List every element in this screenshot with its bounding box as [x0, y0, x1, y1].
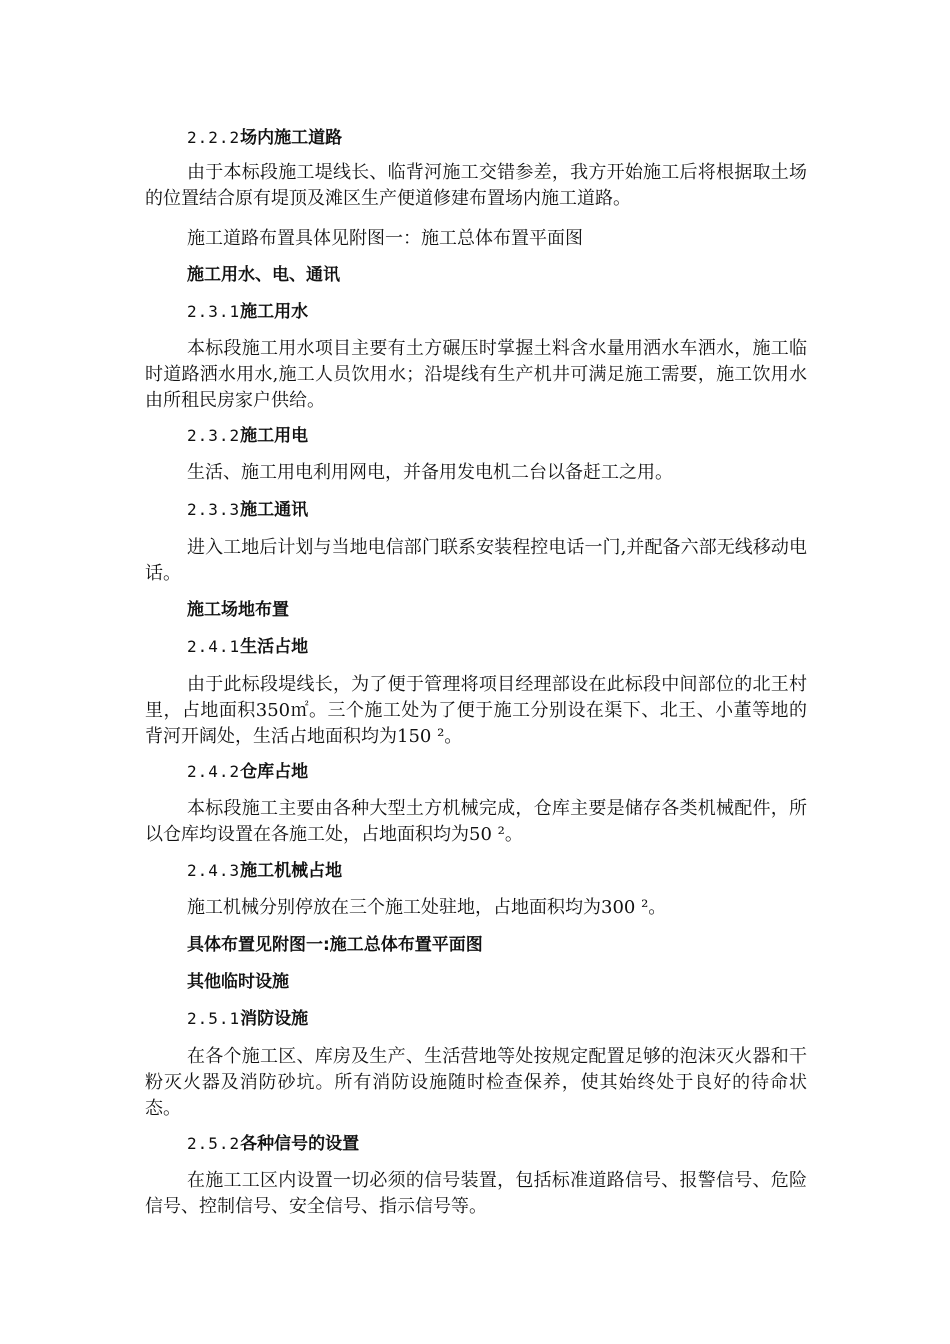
section-number: 2.4.3 [187, 861, 241, 880]
heading-2-4-2 [187, 761, 308, 783]
paragraph-fire-protection: 在各个施工区、库房及生产、生活营地等处按规定配置足够的泡沫灭火器和干粉灭火器及消防砂坑。所有消防设施随时检查保养，使其始终处于良好的待命状态。 [145, 1046, 807, 1119]
section-title: 生活占地 [240, 637, 309, 657]
heading-2-5-1 [187, 1008, 308, 1030]
paragraph-living-area: 由于此标段堤线长，为了便于管理将项目经理部设在此标段中间部位的北王村里，占地面积350㎡。三个施工处为了便于施工分别设在渠下、北王、小董等地的背河开阔处，生活占地面积均为150 ²。 [145, 674, 807, 747]
section-title: 场内施工道路 [240, 128, 343, 148]
paragraph-water: 本标段施工用水项目主要有土方碾压时掌握土料含水量用洒水车洒水，施工临时道路洒水用水,施工人员饮用水；沿堤线有生产机井可满足施工需要，施工饮用水由所租民房家户供给。 [145, 338, 807, 411]
section-number: 2.3.2 [187, 426, 241, 445]
paragraph-power: 生活、施工用电利用网电，并备用发电机二台以备赶工之用。 [187, 462, 673, 483]
section-number: 2.4.1 [187, 637, 241, 656]
section-number: 2.4.2 [187, 762, 241, 781]
section-number: 2.5.1 [187, 1009, 241, 1028]
section-title: 施工机械占地 [240, 861, 343, 881]
paragraph-machinery-area: 施工机械分别停放在三个施工处驻地，占地面积均为300 ²。 [187, 897, 667, 918]
heading-water-power-comm: 施工用水、电、通讯 [187, 265, 340, 285]
paragraph-signals: 在施工工区内设置一切必须的信号装置，包括标准道路信号、报警信号、危险信号、控制信号、安全信号、指示信号等。 [145, 1170, 807, 1217]
section-number: 2.2.2 [187, 128, 241, 147]
heading-2-3-1 [187, 301, 308, 323]
paragraph-road: 由于本标段施工堤线长、临背河施工交错参差，我方开始施工后将根据取土场的位置结合原有堤顶及滩区生产便道修建布置场内施工道路。 [145, 162, 807, 209]
heading-2-2-2 [187, 127, 342, 149]
paragraph-road-reference: 施工道路布置具体见附图一：施工总体布置平面图 [187, 228, 583, 249]
heading-layout-reference: 具体布置见附图一:施工总体布置平面图 [187, 935, 483, 955]
paragraph-warehouse: 本标段施工主要由各种大型土方机械完成，仓库主要是储存各类机械配件，所以仓库均设置在各施工处，占地面积均为50 ²。 [145, 798, 807, 845]
section-title: 施工用电 [240, 426, 309, 446]
section-title: 消防设施 [240, 1009, 309, 1029]
heading-2-4-1 [187, 636, 308, 658]
section-title: 施工通讯 [240, 500, 309, 520]
paragraph-communication: 进入工地后计划与当地电信部门联系安装程控电话一门,并配备六部无线移动电话。 [145, 537, 807, 584]
heading-2-3-3 [187, 499, 308, 521]
section-title: 施工用水 [240, 302, 309, 322]
heading-other-facilities: 其他临时设施 [187, 972, 289, 992]
heading-site-layout: 施工场地布置 [187, 600, 289, 620]
section-title: 仓库占地 [240, 762, 309, 782]
section-number: 2.5.2 [187, 1134, 241, 1153]
heading-2-5-2 [187, 1133, 359, 1155]
heading-2-4-3 [187, 860, 342, 882]
section-number: 2.3.1 [187, 302, 241, 321]
heading-2-3-2 [187, 425, 308, 447]
section-title: 各种信号的设置 [240, 1134, 360, 1154]
section-number: 2.3.3 [187, 500, 241, 519]
